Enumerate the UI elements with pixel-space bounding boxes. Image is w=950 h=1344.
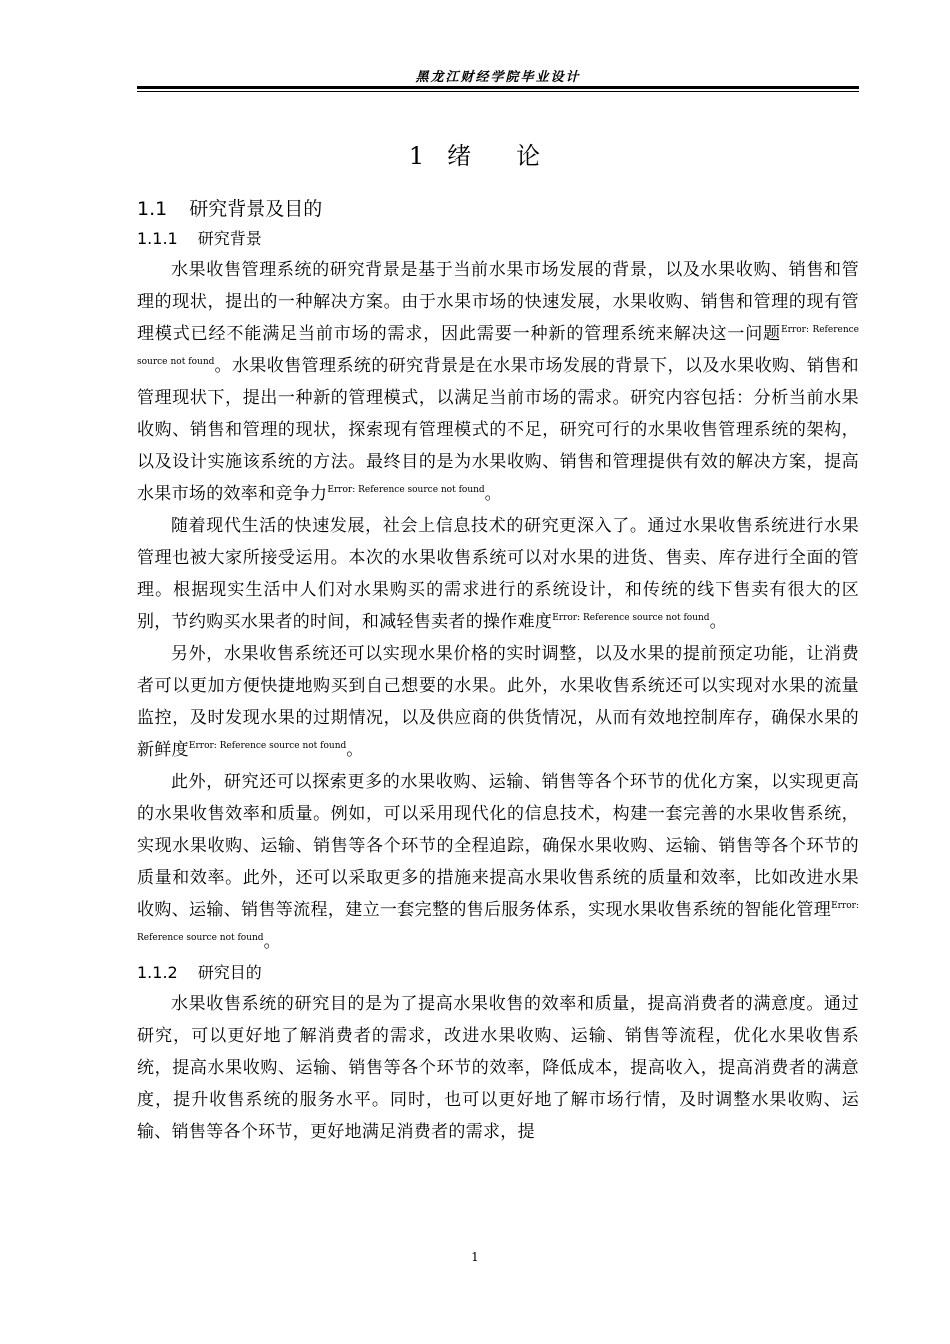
- paragraph-text: 水果收售系统的研究目的是为了提高水果收售的效率和质量，提高消费者的满意度。通过研究，可以更好地了解消费者的需求，改进水果收购、运输、销售等流程，优化水果收售系统，提高水果收购、运输、销售等各个环节的效率，降低成本，提高收入，提高消费者的满意度，提升收售系统的服务水平。同时，也可以更好地了解市场行情，及时调整水果收购、运输、销售等各个环节，更好地满足消费者的需求，提: [137, 994, 859, 1142]
- paragraph-1: [137, 254, 859, 510]
- body-content: [137, 194, 859, 1148]
- chapter-number: 1: [408, 142, 426, 170]
- paragraph-text: 。: [346, 740, 364, 760]
- reference-error: Error: Reference source not found: [188, 741, 347, 751]
- subsection-heading-1-1-1: [137, 224, 859, 254]
- subsection-number: 1.1.1: [137, 229, 178, 248]
- header-rule-thin: [137, 91, 859, 92]
- paragraph-text: 。: [709, 612, 727, 632]
- subsection-heading-1-1-2: [137, 958, 859, 988]
- header-rule-thick: [137, 86, 859, 89]
- reference-error: Error: Reference source not found: [137, 901, 859, 943]
- paragraph-text: 。: [484, 484, 502, 504]
- paragraph-text: 。: [263, 932, 281, 952]
- reference-error: Error: Reference source not found: [552, 613, 710, 623]
- paragraph-text: 。水果收售管理系统的研究背景是在水果市场发展的背景下，以及水果收购、销售和管理现状下，提出一种新的管理模式，以满足当前市场的需求。研究内容包括：分析当前水果收购、销售和管理的现状，探索现有管理模式的不足，研究可行的水果收售管理系统的架构，以及设计实施该系统的方法。最终目的是为水果收购、销售和管理提供有效的解决方案，提高水果市场的效率和竞争力: [137, 356, 859, 504]
- paragraph-text: 另外，水果收售系统还可以实现水果价格的实时调整，以及水果的提前预定功能，让消费者可以更加方便快捷地购买到自己想要的水果。此外，水果收售系统还可以实现对水果的流量监控，及时发现水果的过期情况，以及供应商的供货情况，从而有效地控制库存，确保水果的新鲜度: [137, 644, 859, 760]
- running-header: 黑龙江财经学院毕业设计: [415, 70, 581, 85]
- paragraph-text: 水果收售管理系统的研究背景是基于当前水果市场发展的背景，以及水果收购、销售和管理的现状，提出的一种解决方案。由于水果市场的快速发展，水果收购、销售和管理的现有管理模式已经不能满足当前市场的需求，因此需要一种新的管理系统来解决这一问题: [137, 260, 859, 344]
- page-number: 1: [471, 1250, 479, 1264]
- paragraph-3: [137, 638, 859, 766]
- subsection-title: 研究目的: [197, 963, 262, 982]
- paragraph-5: [137, 988, 859, 1148]
- subsection-number: 1.1.2: [137, 963, 178, 982]
- section-heading-1-1: [137, 194, 859, 224]
- section-title: 研究背景及目的: [189, 198, 323, 220]
- paragraph-2: [137, 510, 859, 638]
- section-number: 1.1: [137, 198, 168, 220]
- chapter-title-part2: 论: [516, 142, 542, 170]
- paragraph-text: 随着现代生活的快速发展，社会上信息技术的研究更深入了。通过水果收售系统进行水果管理也被大家所接受运用。本次的水果收售系统可以对水果的进货、售卖、库存进行全面的管理。根据现实生活中人们对水果购买的需求进行的系统设计，和传统的线下售卖有很大的区别，节约购买水果者的时间，和减轻售卖者的操作难度: [137, 516, 859, 632]
- chapter-title-part1: 绪: [447, 142, 473, 170]
- reference-error: Error: Reference source not found: [327, 485, 485, 495]
- paragraph-4: [137, 766, 859, 958]
- chapter-title: [0, 136, 950, 171]
- subsection-title: 研究背景: [197, 229, 262, 248]
- paragraph-text: 此外，研究还可以探索更多的水果收购、运输、销售等各个环节的优化方案，以实现更高的水果收售效率和质量。例如，可以采用现代化的信息技术，构建一套完善的水果收售系统，实现水果收购、运输、销售等各个环节的全程追踪，确保水果收购、运输、销售等各个环节的质量和效率。此外，还可以采取更多的措施来提高水果收售系统的质量和效率，比如改进水果收购、运输、销售等流程，建立一套完整的售后服务体系，实现水果收售系统的智能化管理: [137, 772, 859, 920]
- reference-error: Error: Reference source not found: [137, 325, 859, 367]
